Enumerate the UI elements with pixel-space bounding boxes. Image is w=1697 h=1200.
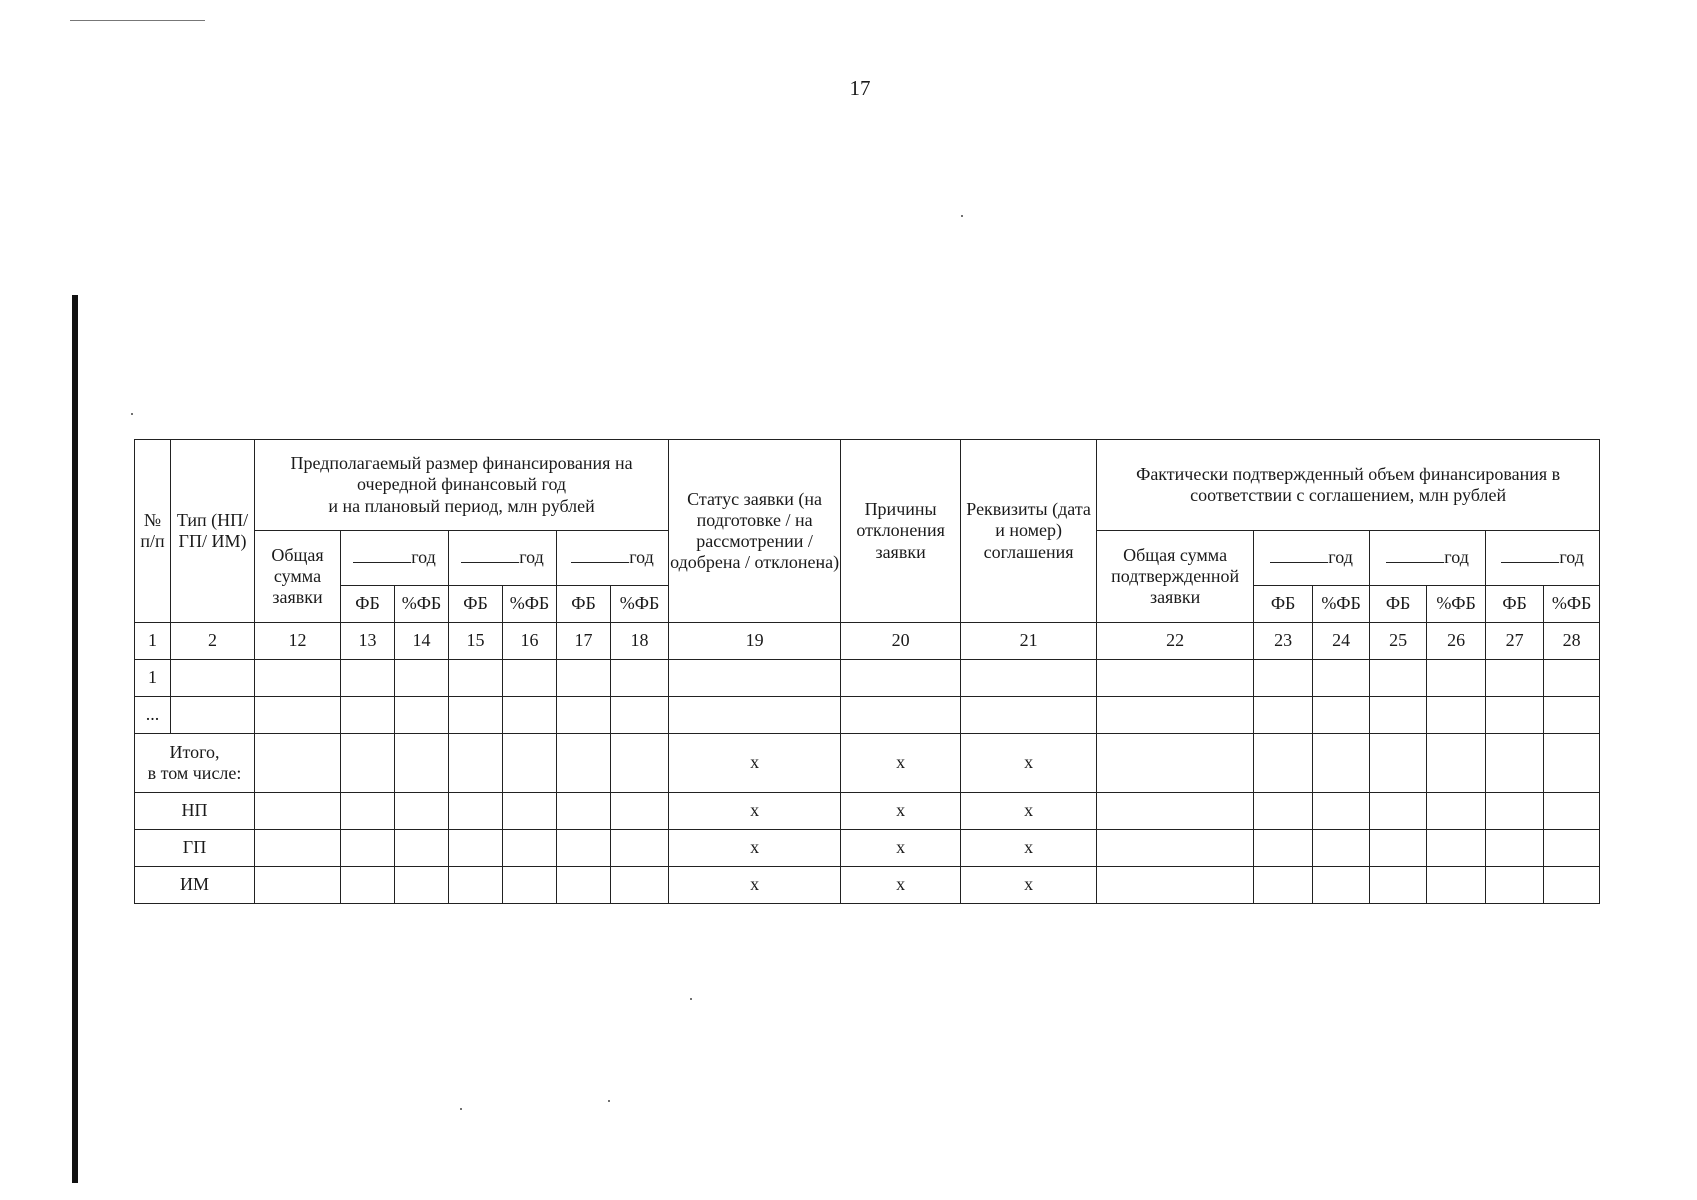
x-mark: х [841,793,961,830]
header-year-1: год [341,531,449,586]
header-reasons: Причины отклонения заявки [841,440,961,623]
header-year-3: год [557,531,669,586]
x-mark: х [669,793,841,830]
gp-row [135,830,1600,867]
column-number: 23 [1254,623,1313,660]
column-number: 26 [1427,623,1486,660]
header-fb: ФБ [1370,586,1427,623]
column-number: 15 [449,623,503,660]
column-number: 27 [1486,623,1544,660]
header-planned-total: Общая сумма заявки [255,531,341,623]
column-number: 22 [1097,623,1254,660]
header-actual-year-2: год [1370,531,1486,586]
x-mark: х [669,830,841,867]
column-number: 13 [341,623,395,660]
page-number: 17 [849,76,871,100]
table-row [135,660,1600,697]
x-mark: х [961,734,1097,793]
x-mark: х [841,830,961,867]
column-number: 20 [841,623,961,660]
x-mark: х [961,830,1097,867]
header-pct-fb: %ФБ [503,586,557,623]
header-actual-group: Фактически подтвержденный объем финансирования в соответствии с соглашением, млн рублей [1097,440,1600,531]
column-number: 12 [255,623,341,660]
x-mark: х [669,867,841,904]
total-row [135,734,1600,793]
header-fb: ФБ [1486,586,1544,623]
row-number: ... [135,697,171,734]
header-actual-total: Общая сумма подтвержденной заявки [1097,531,1254,623]
column-number: 14 [395,623,449,660]
header-pct-fb: %ФБ [1313,586,1370,623]
column-number: 16 [503,623,557,660]
header-actual-year-1: год [1254,531,1370,586]
header-fb: ФБ [341,586,395,623]
total-label: Итого, в том числе: [135,734,255,793]
np-row [135,793,1600,830]
header-num: № п/п [135,440,171,623]
table-row [135,697,1600,734]
column-number: 25 [1370,623,1427,660]
im-row [135,867,1600,904]
column-number: 18 [611,623,669,660]
im-label: ИМ [135,867,255,904]
gp-label: ГП [135,830,255,867]
header-year-2: год [449,531,557,586]
x-mark: х [961,793,1097,830]
x-mark: х [841,867,961,904]
scan-edge-bar [72,295,78,1183]
x-mark: х [961,867,1097,904]
column-number: 24 [1313,623,1370,660]
header-pct-fb: %ФБ [395,586,449,623]
x-mark: х [841,734,961,793]
financing-table [134,439,1600,904]
column-number: 28 [1544,623,1600,660]
header-status: Статус заявки (на подготовке / на рассмотрении / одобрена / отклонена) [669,440,841,623]
column-number: 2 [171,623,255,660]
header-fb: ФБ [449,586,503,623]
x-mark: х [669,734,841,793]
header-fb: ФБ [557,586,611,623]
header-planned-group: Предполагаемый размер финансирования на очередной финансовый год и на плановый период, млн рублей [255,440,669,531]
header-requisites: Реквизиты (дата и номер) соглашения [961,440,1097,623]
header-pct-fb: %ФБ [1544,586,1600,623]
top-rule [70,20,205,21]
header-actual-year-3: год [1486,531,1600,586]
header-pct-fb: %ФБ [1427,586,1486,623]
column-number: 17 [557,623,611,660]
header-pct-fb: %ФБ [611,586,669,623]
header-fb: ФБ [1254,586,1313,623]
np-label: НП [135,793,255,830]
column-number: 19 [669,623,841,660]
column-number: 21 [961,623,1097,660]
header-type: Тип (НП/ГП/ ИМ) [171,440,255,623]
row-number: 1 [135,660,171,697]
column-number: 1 [135,623,171,660]
